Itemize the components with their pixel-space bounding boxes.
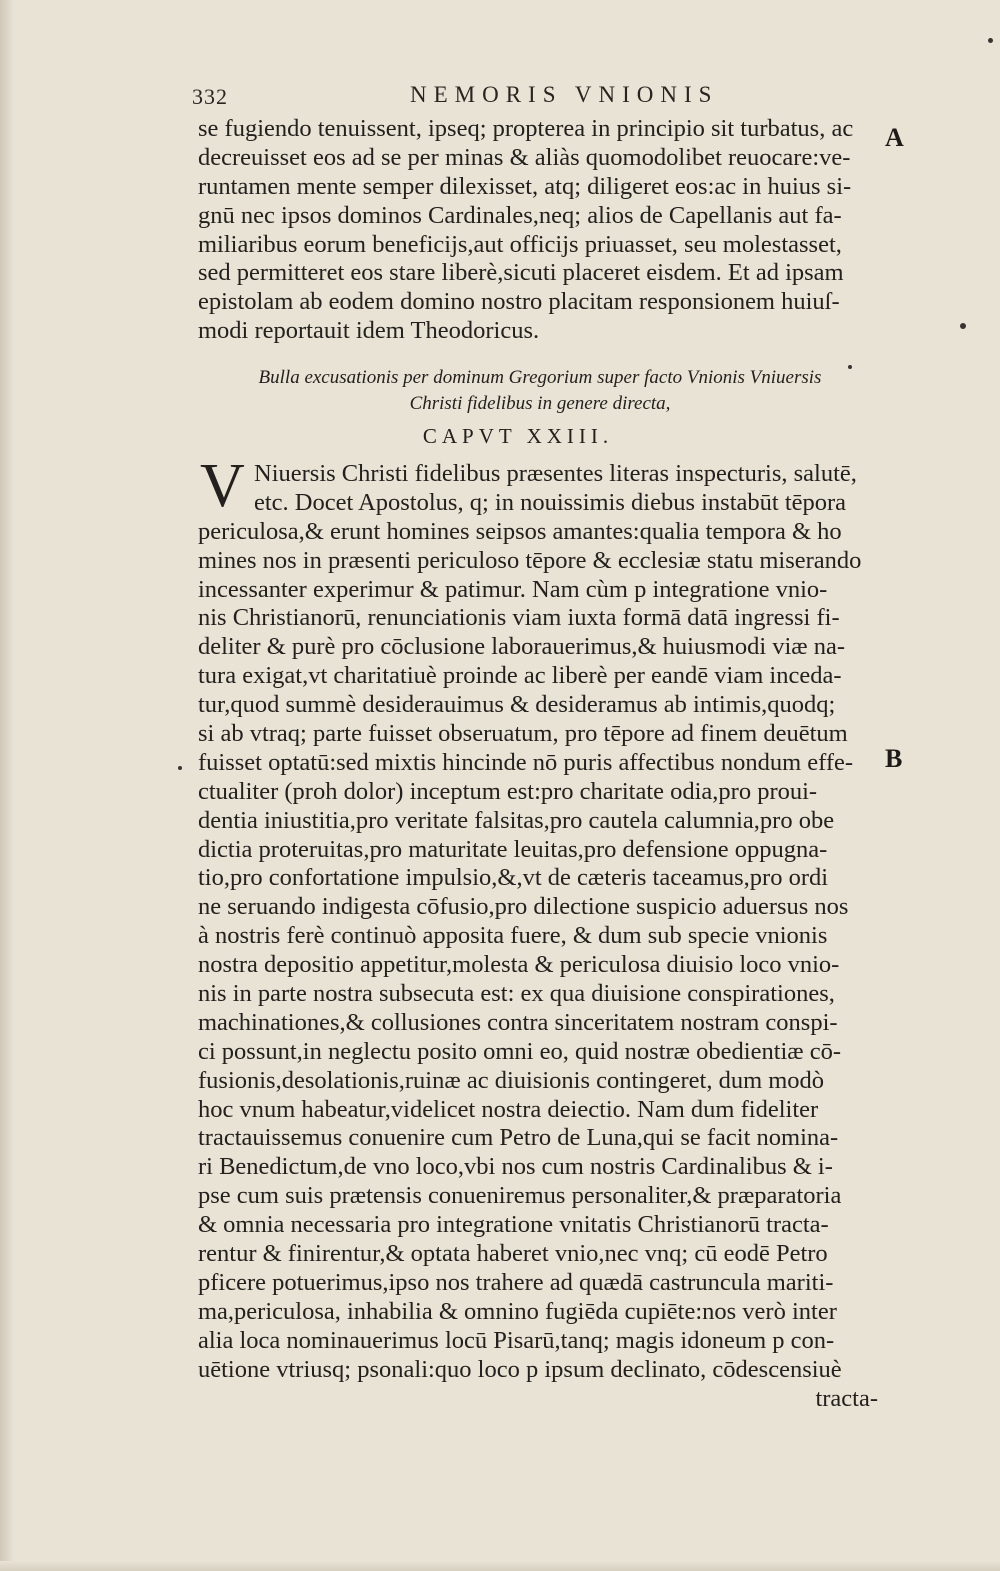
ink-speck	[178, 766, 182, 770]
text-line: tur,quod summè desiderauimus & desideramus ab intimis,quodq;	[198, 691, 836, 719]
chapter-text	[198, 460, 878, 1413]
text-line: etc. Docet Apostolus, q; in nouissimis diebus instabūt tēpora	[254, 488, 847, 516]
bulla-title	[230, 365, 850, 417]
text-line: fuisset optatū:sed mixtis hincinde nō puris affectibus nondum effe-	[198, 748, 854, 776]
text-line: tio,pro confortatione impulsio,&,vt de cæteris taceamus,pro ordi	[198, 864, 829, 892]
text-line: pse cum suis prætensis conueniremus personaliter,& præparatoria	[198, 1182, 842, 1210]
chapter-heading: CAPVT XXIII.	[422, 424, 614, 448]
text-line: tractauissemus conuenire cum Petro de Luna,qui se facit nomina-	[198, 1124, 839, 1152]
text-line: decreuisset eos ad se per minas & aliàs quomodolibet reuocare:ve-	[198, 143, 851, 171]
text-line: & omnia necessaria pro integratione vnitatis Christianorū tracta-	[198, 1211, 829, 1239]
text-line: ci possunt,in neglectu posito omni eo, quid nostræ obedientiæ cō-	[198, 1037, 842, 1065]
text-line: ma,periculosa, inhabilia & omnino fugiēda cupiēte:nos verò inter	[198, 1297, 837, 1325]
margin-section-letter-b: B	[885, 744, 903, 773]
catchword: tracta-	[815, 1384, 878, 1412]
text-line: Niuersis Christi fidelibus præsentes literas inspecturis, salutē,	[254, 460, 857, 487]
drop-cap: V	[200, 452, 245, 520]
text-line: nis Christianorū, renunciationis viam iuxta formā datā ingressi fi-	[198, 604, 840, 632]
page-gutter-shadow	[0, 0, 14, 1571]
text-line: modi reportauit idem Theodoricus.	[198, 317, 540, 345]
text-line: ctualiter (proh dolor) inceptum est:pro charitate odia,pro proui-	[198, 777, 818, 805]
text-line: epistolam ab eodem domino nostro placitam responsionem huiuſ-	[198, 288, 840, 316]
text-line: ne seruando indigesta cōfusio,pro dilectione suspicio aduersus nos	[198, 893, 849, 921]
text-line: tura exigat,vt charitatiuè proinde ac liberè per eandē viam inceda-	[198, 662, 842, 690]
text-line: deliter & purè pro cōclusione laborauerimus,& huiusmodi viæ na-	[198, 633, 846, 661]
text-line: gnū nec ipsos dominos Cardinales,neq; alios de Capellanis aut fa-	[198, 201, 842, 229]
ink-speck	[960, 323, 966, 329]
text-line: pficere potuerimus,ipso nos trahere ad quædā castruncula mariti-	[198, 1268, 834, 1296]
text-line: ri Benedictum,de vno loco,vbi nos cum nostris Cardinalibus & i-	[198, 1153, 833, 1181]
text-line: se fugiendo tenuissent, ipseq; propterea in principio sit turbatus, ac	[198, 115, 854, 142]
bulla-title-line: Christi fidelibus in genere directa,	[409, 393, 671, 414]
text-line: incessanter experimur & patimur. Nam cùm p integratione vnio-	[198, 575, 828, 603]
ink-speck	[988, 38, 993, 43]
page-number: 332	[192, 84, 228, 109]
text-line: dictia proteruitas,pro maturitate leuitas,pro defensione oppugna-	[198, 835, 828, 863]
text-line: sed permitteret eos stare liberè,sicuti placeret eisdem. Et ad ipsam	[198, 259, 844, 287]
text-line: dentia iniustitia,pro veritate falsitas,pro cautela calumnia,pro obe	[198, 806, 835, 834]
text-line: mines nos in præsenti periculoso tēpore & ecclesiæ statu miserando	[198, 546, 862, 574]
text-line: uētione vtriusq; psonali:quo loco p ipsum declinato, cōdescensiuè	[198, 1355, 842, 1383]
running-head: NEMORIS VNIONIS	[410, 82, 719, 107]
text-line: runtamen mente semper dilexisset, atq; diligeret eos:ac in huius si-	[198, 172, 852, 200]
text-line: miliaribus eorum beneficijs,aut officijs priuasset, seu molestasset,	[198, 230, 842, 258]
text-line: nostra depositio appetitur,molesta & periculosa diuisio loco vnio-	[198, 951, 840, 979]
bulla-title-line: Bulla excusationis per dominum Gregorium super facto Vnionis Vniuersis	[258, 367, 822, 388]
text-line: periculosa,& erunt homines seipsos amantes:qualia tempora & ho	[198, 517, 842, 545]
text-line: rentur & finirentur,& optata haberet vnio,nec vnq; cū eodē Petro	[198, 1240, 828, 1268]
text-line: hoc vnum habeatur,videlicet nostra deiectio. Nam dum fideliter	[198, 1095, 819, 1123]
text-line: si ab vtraq; parte fuisset obseruatum, pro tēpore ad finem deuētum	[198, 720, 848, 748]
text-line: nis in parte nostra subsecuta est: ex qua diuisione conspirationes,	[198, 980, 835, 1008]
top-paragraph	[198, 115, 878, 346]
margin-section-letter-a: A	[885, 123, 904, 152]
page-bottom-edge	[0, 1561, 1000, 1571]
text-line: à nostris ferè continuò apposita fuere, & dum sub specie vnionis	[198, 922, 828, 950]
text-line: alia loca nominauerimus locū Pisarū,tanq; magis idoneum p con-	[198, 1326, 835, 1354]
text-line: machinationes,& collusiones contra sinceritatem nostram conspi-	[198, 1008, 838, 1036]
text-line: fusionis,desolationis,ruinæ ac diuisionis contingeret, dum modò	[198, 1066, 825, 1094]
